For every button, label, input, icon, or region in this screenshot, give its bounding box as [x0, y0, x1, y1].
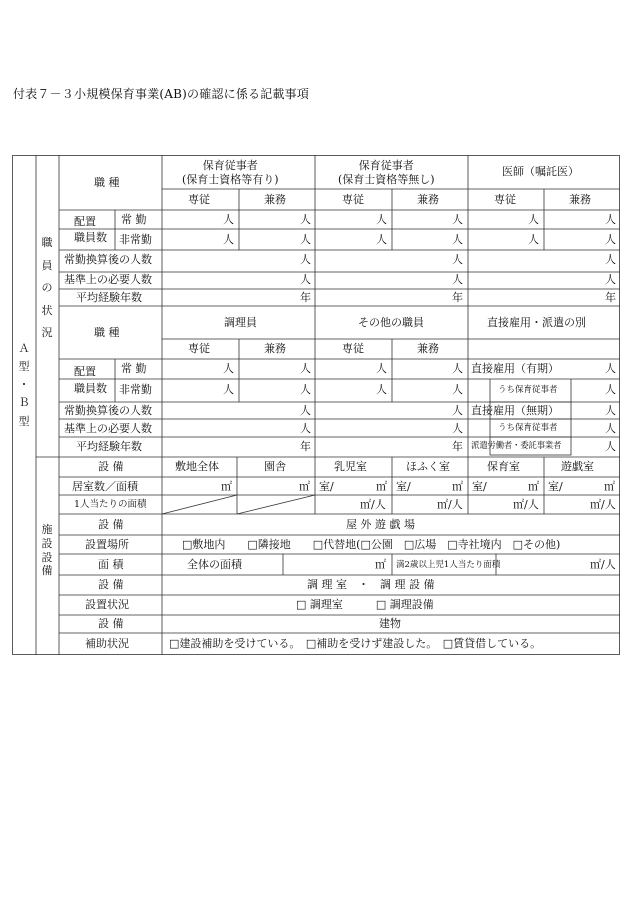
over2-area-label: 満2歳以上児1人当たり面積 — [396, 560, 501, 570]
sqm-per-4: ㎡/人 — [590, 498, 616, 511]
unit-l8: 人 — [452, 383, 463, 396]
concurrent-5: 兼務 — [417, 342, 439, 355]
subsidy-label: 補助状況 — [85, 637, 129, 650]
col-doctor: 医師（嘱託医） — [502, 165, 579, 178]
concurrent-1: 兼務 — [264, 193, 286, 206]
unit-u14: 人 — [452, 253, 463, 266]
unit-u16: 人 — [300, 273, 311, 286]
room-1: 室/ — [319, 480, 334, 493]
fulltime-label-2: 常 勤 — [121, 362, 147, 375]
unit-u17: 人 — [452, 273, 463, 286]
job-type-header: 職 種 — [94, 176, 120, 189]
unit-u7: 人 — [223, 233, 234, 246]
converted-label-2: 常勤換算後の人数 — [64, 404, 152, 417]
unit-l4: 人 — [452, 362, 463, 375]
direct-fixed-label: 直接雇用（有期） — [471, 362, 559, 375]
avg-years-label: 平均経験年数 — [76, 291, 142, 304]
unit-u13: 人 — [300, 253, 311, 266]
type-ab-label: Ａ 型 ・ Ｂ 型 — [18, 342, 30, 428]
unit-l7: 人 — [376, 383, 387, 396]
avg-years-label-2: 平均経験年数 — [76, 440, 142, 453]
unit-d2: 人 — [605, 383, 616, 396]
col-cook: 調理員 — [224, 316, 257, 329]
room-infant: 乳児室 — [334, 460, 367, 473]
unit-l1: 人 — [223, 362, 234, 375]
unit-u11: 人 — [528, 233, 539, 246]
sqm-per-2: ㎡/人 — [437, 498, 463, 511]
kitchen-label: 調 理 室 ・ 調 理 設 備 — [307, 578, 435, 591]
col-dispatch: 直接雇用・派遣の別 — [487, 316, 586, 329]
equipment-label-3: 設 備 — [98, 578, 124, 591]
unit-u8: 人 — [300, 233, 311, 246]
equipment-label-1: 設 備 — [98, 460, 124, 473]
direct-open-label: 直接雇用（無期） — [471, 404, 559, 417]
placement-label-2: 配置 職員数 — [74, 365, 107, 396]
unit-u6: 人 — [605, 213, 616, 226]
room-2: 室/ — [396, 480, 411, 493]
document-title: 付表７－３小規模保育事業(AB)の確認に係る記載事項 — [13, 87, 310, 101]
location-label: 設置場所 — [85, 538, 129, 551]
building-label: 建物 — [379, 617, 401, 630]
col-childcare-unqualified: 保育従事者 (保育士資格等無し) — [338, 159, 435, 187]
area-label: 面 積 — [98, 558, 124, 571]
location-options[interactable]: □敷地内 □隣接地 □代替地(□公園 □広場 □寺社境内 □その他) — [182, 538, 561, 551]
converted-label: 常勤換算後の人数 — [64, 253, 152, 266]
fulltime-label: 常 勤 — [121, 213, 147, 226]
col-other-staff: その他の職員 — [358, 316, 424, 329]
sqm-2: ㎡ — [299, 480, 310, 493]
placement-label: 配置 職員数 — [74, 215, 107, 244]
room-play: 遊戯室 — [561, 460, 594, 473]
unit-u18: 人 — [605, 273, 616, 286]
sqm-4: ㎡ — [452, 480, 463, 493]
unit-u4: 人 — [452, 213, 463, 226]
required-label: 基準上の必要人数 — [64, 273, 152, 286]
sqm-total: ㎡ — [375, 558, 386, 571]
unit-l10: 人 — [452, 404, 463, 417]
unit-d1: 人 — [605, 362, 616, 375]
dedicated-4: 専従 — [188, 342, 210, 355]
unit-d5: 人 — [605, 440, 616, 453]
unit-y1: 年 — [300, 291, 311, 304]
form-table — [12, 155, 620, 655]
job-type-header-2: 職 種 — [94, 326, 120, 339]
room-crawling: ほふく室 — [406, 460, 450, 473]
unit-d4: 人 — [605, 422, 616, 435]
total-area-label: 全体の面積 — [187, 558, 242, 571]
subsidy-options[interactable]: □建設補助を受けている。 □補助を受けず建設した。 □賃貸借している。 — [169, 637, 542, 650]
sqm-6: ㎡ — [604, 480, 615, 493]
kitchen-options[interactable]: □ 調理室 □ 調理設備 — [296, 598, 434, 611]
col-childcare-qualified: 保育従事者 (保育士資格等有り) — [182, 159, 279, 187]
unit-u2: 人 — [300, 213, 311, 226]
unit-l9: 人 — [300, 404, 311, 417]
unit-u12: 人 — [605, 233, 616, 246]
install-status-label: 設置状況 — [85, 598, 129, 611]
unit-u9: 人 — [376, 233, 387, 246]
unit-ly1: 年 — [300, 440, 311, 453]
concurrent-3: 兼務 — [569, 193, 591, 206]
unit-u10: 人 — [452, 233, 463, 246]
sqm-1: ㎡ — [221, 480, 232, 493]
parttime-label-2: 非常勤 — [119, 383, 152, 396]
playground-label: 屋 外 遊 戯 場 — [346, 518, 415, 531]
facility-label: 施 設 設 備 — [41, 523, 53, 578]
room-nursery: 保育室 — [487, 460, 520, 473]
unit-l6: 人 — [300, 383, 311, 396]
sqm-5: ㎡ — [528, 480, 539, 493]
dispatched-label: 派遣労働者・委託事業者 — [471, 441, 562, 451]
sqm-per-3: ㎡/人 — [513, 498, 539, 511]
unit-y3: 年 — [605, 291, 616, 304]
dedicated-5: 専従 — [342, 342, 364, 355]
sqm-3: ㎡ — [376, 480, 387, 493]
equipment-label-2: 設 備 — [98, 518, 124, 531]
unit-ly2: 年 — [452, 440, 463, 453]
sqm-over2: ㎡/人 — [590, 558, 616, 571]
parttime-label: 非常勤 — [119, 233, 152, 246]
unit-l12: 人 — [452, 422, 463, 435]
concurrent-4: 兼務 — [264, 342, 286, 355]
required-label-2: 基準上の必要人数 — [64, 422, 152, 435]
unit-u1: 人 — [223, 213, 234, 226]
unit-u5: 人 — [528, 213, 539, 226]
room-4: 室/ — [548, 480, 563, 493]
dedicated-1: 専従 — [188, 193, 210, 206]
of-which-2: うち保育従事者 — [498, 423, 558, 433]
per-person-area-label: 1人当たりの面積 — [74, 499, 147, 510]
staff-status-label: 職 員 の 状 況 — [41, 236, 53, 340]
unit-y2: 年 — [452, 291, 463, 304]
concurrent-2: 兼務 — [417, 193, 439, 206]
room-building: 園舎 — [264, 460, 286, 473]
unit-l5: 人 — [223, 383, 234, 396]
sqm-per-1: ㎡/人 — [360, 498, 386, 511]
rooms-area-label: 居室数／面積 — [72, 480, 138, 493]
unit-u3: 人 — [376, 213, 387, 226]
room-3: 室/ — [472, 480, 487, 493]
unit-d3: 人 — [605, 404, 616, 417]
dedicated-2: 専従 — [342, 193, 364, 206]
dedicated-3: 専従 — [494, 193, 516, 206]
unit-l2: 人 — [300, 362, 311, 375]
unit-l11: 人 — [300, 422, 311, 435]
unit-l3: 人 — [376, 362, 387, 375]
of-which-1: うち保育従事者 — [498, 385, 558, 395]
equipment-label-4: 設 備 — [98, 617, 124, 630]
unit-u15: 人 — [605, 253, 616, 266]
room-site: 敷地全体 — [175, 460, 219, 473]
